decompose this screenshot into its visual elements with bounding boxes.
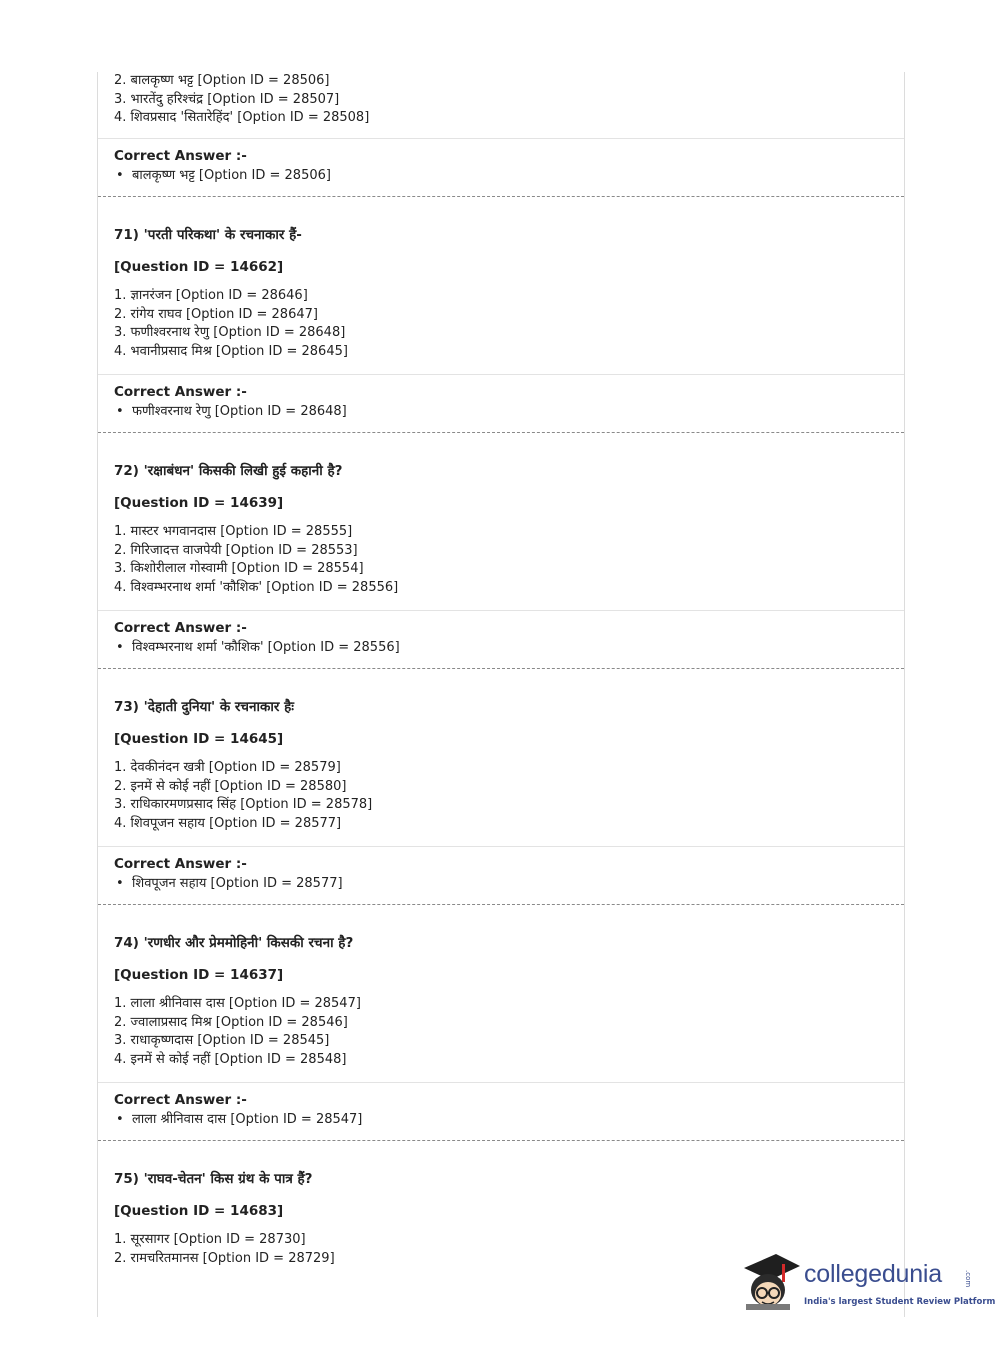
option: 3. किशोरीलाल गोस्वामी [Option ID = 28554] — [114, 561, 364, 576]
question-74 — [114, 933, 888, 1069]
answer-72 — [114, 618, 888, 658]
option: 1. सूरसागर [Option ID = 28730] — [114, 1232, 306, 1247]
question-71 — [114, 225, 888, 361]
page-frame — [97, 72, 905, 1317]
option-list — [114, 287, 888, 361]
question-72 — [114, 461, 888, 597]
option: 2. बालकृष्ण भट्ट [Option ID = 28506] — [114, 73, 330, 88]
option: 3. राधिकारमणप्रसाद सिंह [Option ID = 28578] — [114, 797, 373, 812]
prev-answer — [114, 146, 888, 186]
correct-answer-label: Correct Answer :- — [114, 620, 247, 636]
option-list — [114, 759, 888, 833]
prev-options — [114, 72, 888, 128]
question-title: 71) 'परती परिकथा' के रचनाकार हैं- — [114, 227, 302, 243]
option: 2. ज्वालाप्रसाद मिश्र [Option ID = 28546] — [114, 1014, 348, 1030]
option-list — [114, 523, 888, 597]
option: 3. राधाकृष्णदास [Option ID = 28545] — [114, 1033, 330, 1048]
option: 1. मास्टर भगवानदास [Option ID = 28555] — [114, 524, 353, 539]
mascot-icon — [742, 1250, 802, 1314]
logo-domain-suffix: .com — [964, 1270, 972, 1288]
option: 2. गिरिजादत्त वाजपेयी [Option ID = 28553] — [114, 542, 358, 558]
divider — [98, 374, 904, 375]
question-title: 73) 'देहाती दुनिया' के रचनाकार हैः — [114, 699, 294, 715]
option: 4. इनमें से कोई नहीं [Option ID = 28548] — [114, 1051, 347, 1067]
divider — [98, 1082, 904, 1083]
option: 4. भवानीप्रसाद मिश्र [Option ID = 28645] — [114, 343, 348, 359]
divider — [98, 846, 904, 847]
answer-71 — [114, 382, 888, 422]
correct-answer: • फणीश्वरनाथ रेणु [Option ID = 28648] — [114, 402, 888, 422]
collegedunia-logo — [742, 1248, 996, 1320]
correct-answer: • बालकृष्ण भट्ट [Option ID = 28506] — [114, 166, 888, 186]
option: 2. रांगेय राघव [Option ID = 28647] — [114, 306, 318, 322]
question-separator — [98, 432, 904, 433]
logo-tagline: India's largest Student Review Platform — [804, 1297, 996, 1307]
question-title: 74) 'रणधीर और प्रेममोहिनी' किसकी रचना है? — [114, 935, 354, 951]
correct-answer-label: Correct Answer :- — [114, 1092, 247, 1108]
option: 1. लाला श्रीनिवास दास [Option ID = 28547] — [114, 996, 361, 1011]
correct-answer: • विश्वम्भरनाथ शर्मा 'कौशिक' [Option ID = 28556] — [114, 638, 888, 658]
question-id: [Question ID = 14662] — [114, 259, 284, 275]
question-id: [Question ID = 14683] — [114, 1203, 284, 1219]
divider — [98, 610, 904, 611]
divider — [98, 138, 904, 139]
question-id: [Question ID = 14645] — [114, 731, 284, 747]
option: 2. रामचरितमानस [Option ID = 28729] — [114, 1250, 335, 1266]
question-separator — [98, 1140, 904, 1141]
correct-answer: • शिवपूजन सहाय [Option ID = 28577] — [114, 874, 888, 894]
question-73 — [114, 697, 888, 833]
correct-answer-label: Correct Answer :- — [114, 384, 247, 400]
option-list — [114, 995, 888, 1069]
option: 4. शिवप्रसाद 'सितारेहिंद' [Option ID = 28508] — [114, 110, 370, 125]
question-title: 72) 'रक्षाबंधन' किसकी लिखी हुई कहानी है? — [114, 463, 343, 479]
correct-answer-label: Correct Answer :- — [114, 856, 247, 872]
question-separator — [98, 196, 904, 197]
option: 1. ज्ञानरंजन [Option ID = 28646] — [114, 288, 308, 303]
question-separator — [98, 904, 904, 905]
option: 2. इनमें से कोई नहीं [Option ID = 28580] — [114, 778, 347, 794]
correct-answer: • लाला श्रीनिवास दास [Option ID = 28547] — [114, 1110, 888, 1130]
question-title: 75) 'राघव-चेतन' किस ग्रंथ के पात्र हैं? — [114, 1171, 313, 1187]
question-id: [Question ID = 14639] — [114, 495, 284, 511]
answer-74 — [114, 1090, 888, 1130]
correct-answer-label: Correct Answer :- — [114, 148, 247, 164]
option: 1. देवकीनंदन खत्री [Option ID = 28579] — [114, 760, 341, 775]
option: 4. विश्वम्भरनाथ शर्मा 'कौशिक' [Option ID = 28556] — [114, 579, 399, 595]
question-id: [Question ID = 14637] — [114, 967, 284, 983]
option: 3. भारतेंदु हरिश्चंद्र [Option ID = 28507] — [114, 91, 340, 107]
logo-wordmark: collegedunia — [804, 1260, 942, 1288]
answer-73 — [114, 854, 888, 894]
option: 4. शिवपूजन सहाय [Option ID = 28577] — [114, 815, 342, 831]
question-separator — [98, 668, 904, 669]
option: 3. फणीश्वरनाथ रेणु [Option ID = 28648] — [114, 325, 346, 340]
